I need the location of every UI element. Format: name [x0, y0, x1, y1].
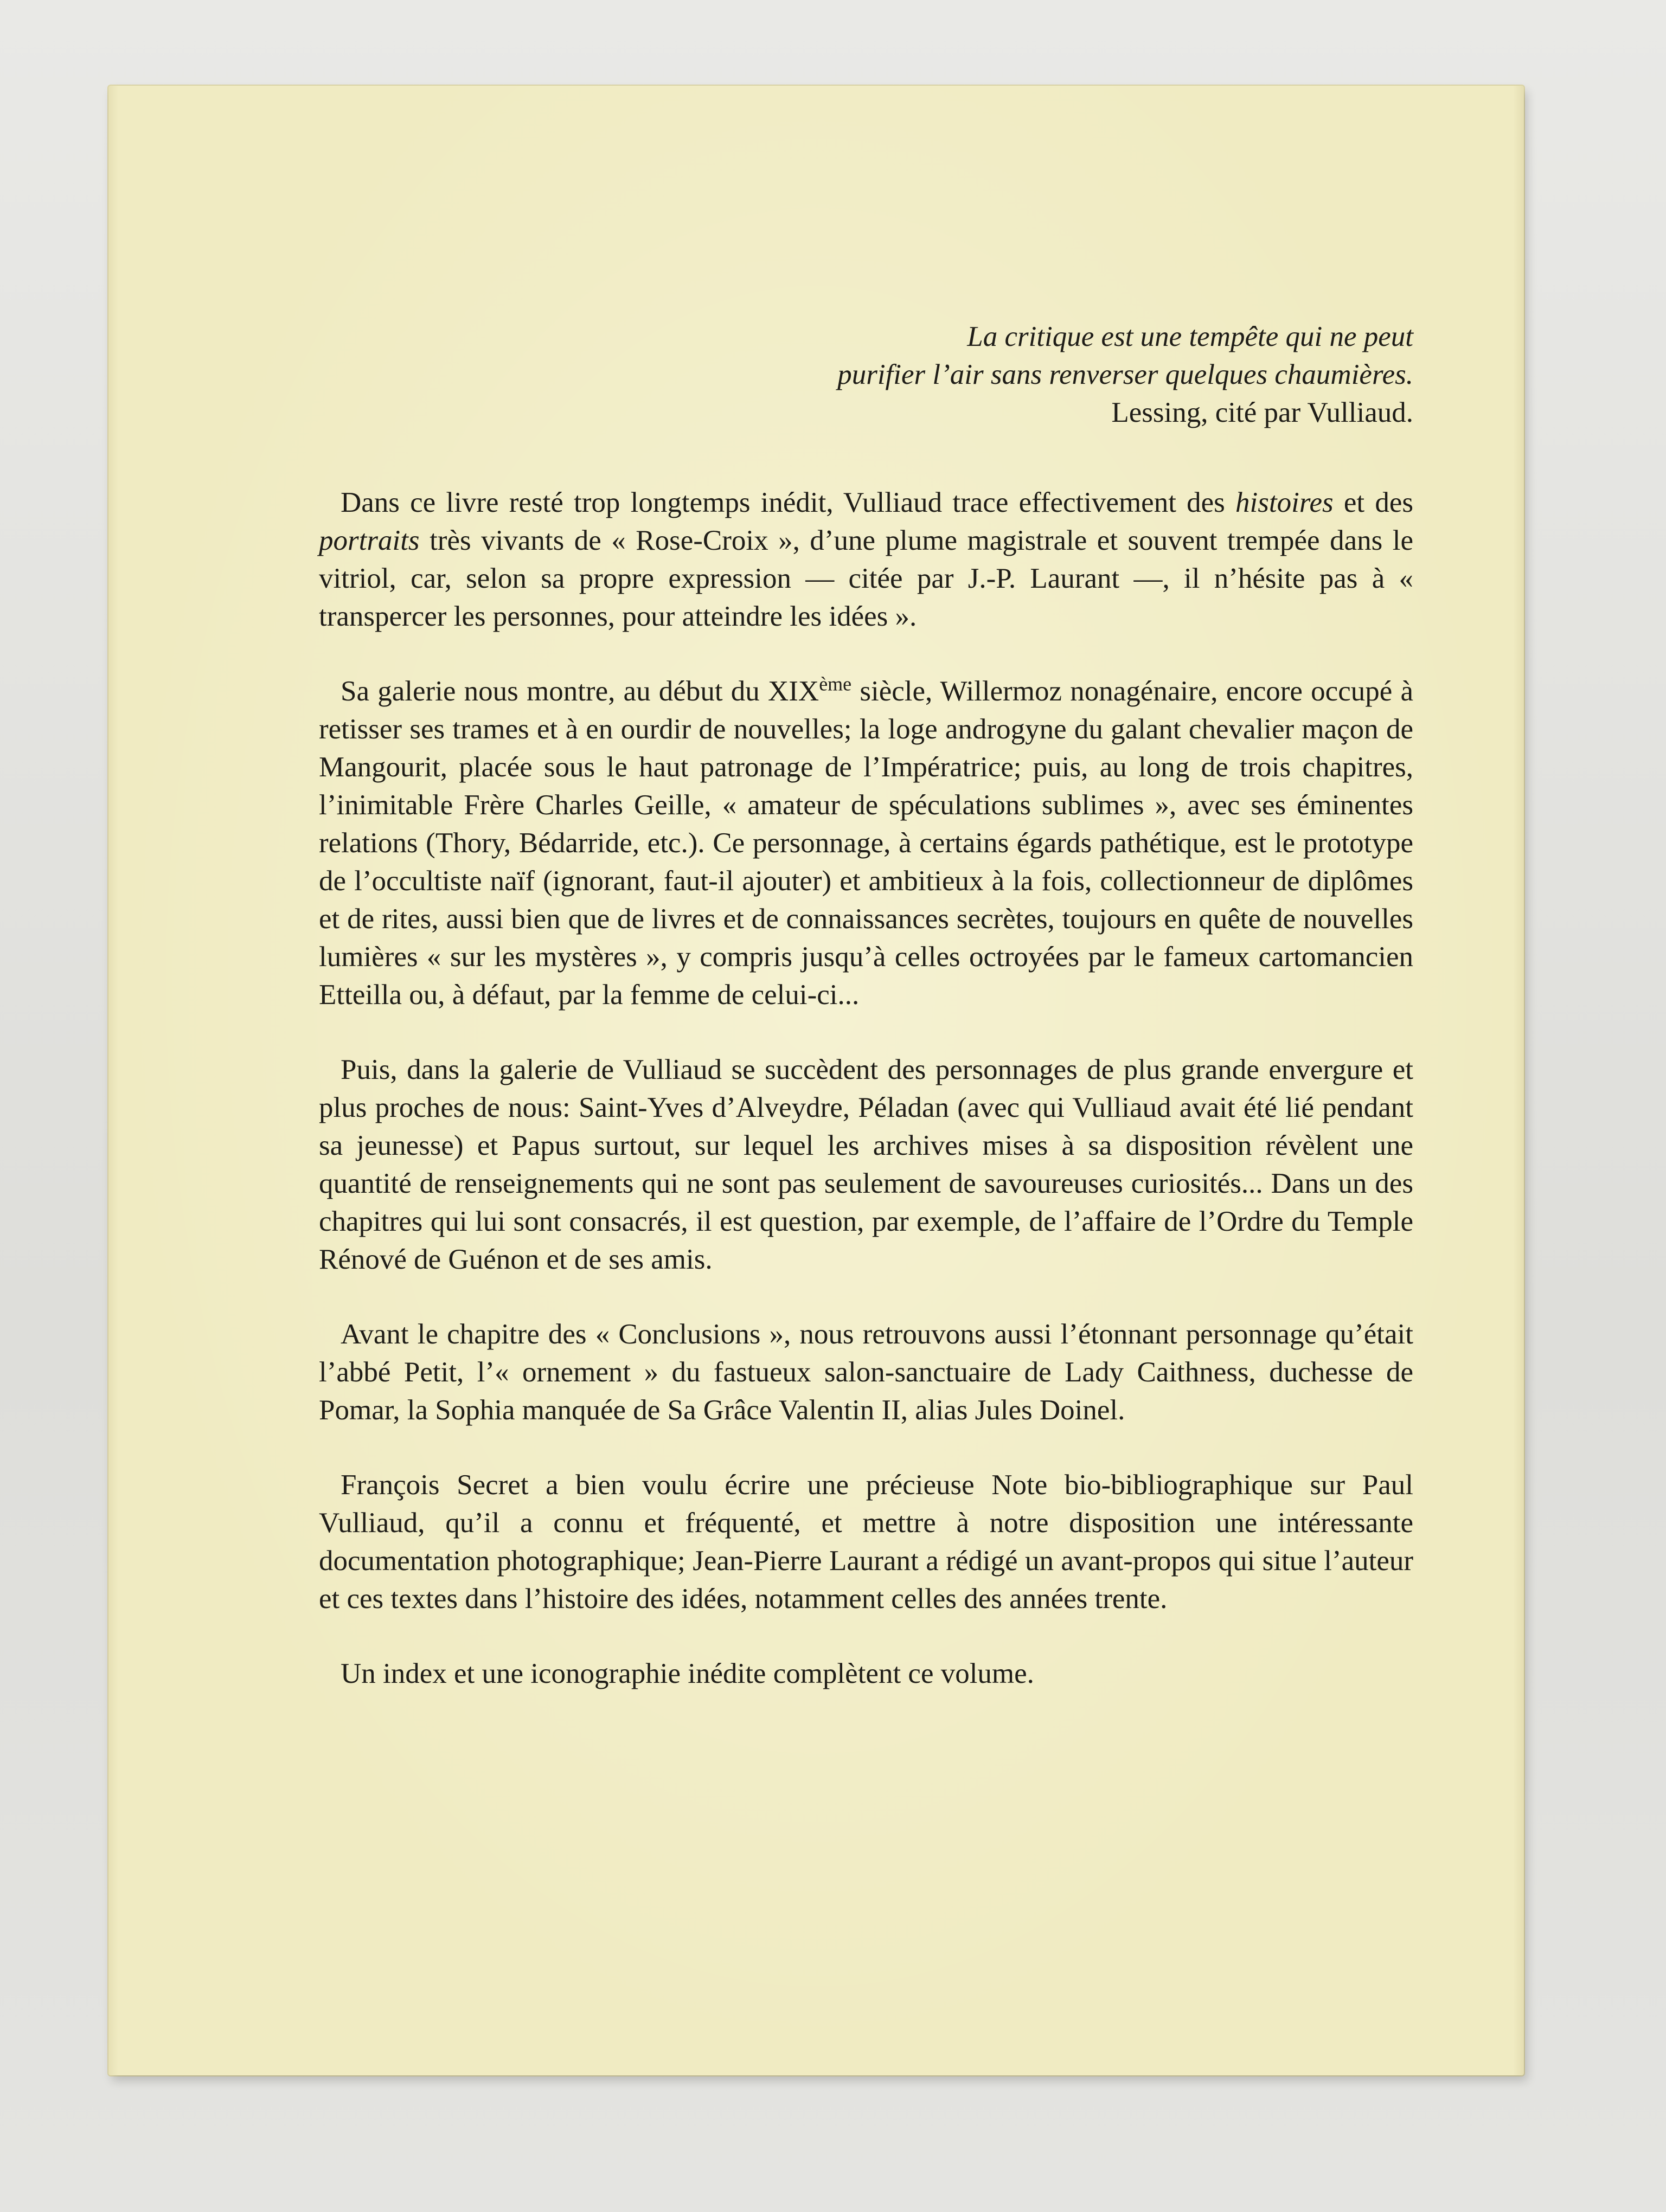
paragraph-galerie-part: Sa galerie nous montre, au début du XIX [341, 676, 819, 707]
paragraph-galerie-superscript: ème [819, 673, 852, 695]
paragraph-intro-italic-portraits: portraits [319, 525, 420, 556]
paragraph-intro-italic-histoires: histoires [1235, 487, 1334, 518]
paragraph-secret: François Secret a bien voulu écrire une précieuse Note bio-bibliographique sur Paul Vulliaud, qu’il a connu et fréquenté, et mettre à notre disposition une intéressante documentation photographique; Jean-Pierre Laurant a rédigé un avant-propos qui situe l’auteur et ces textes dans l’histoire des idées, notamment celles des années trente. [319, 1469, 1413, 1615]
epigraph [319, 318, 1413, 432]
cover-text-block [319, 139, 1413, 1693]
paragraph-intro-part: et des [1333, 487, 1413, 518]
paragraph-conclusions: Avant le chapitre des « Conclusions », nous retrouvons aussi l’étonnant personnage qu’était l’abbé Petit, l’« ornement » du fastueux salon-sanctuaire de Lady Caithness, duchesse de Pomar, la Sophia manquée de Sa Grâce Valentin II, alias Jules Doinel. [319, 1319, 1413, 1426]
paragraph-intro [319, 484, 1413, 635]
paragraph-index: Un index et une iconographie inédite complètent ce volume. [341, 1658, 1034, 1689]
paragraph-galerie-part: siècle, Willermoz nonagénaire, encore occupé à retisser ses trames et à en ourdir de nouvelles; la loge androgyne du galant chevalier maçon de Mangourit, placée sous le haut patronage de l’Impératrice; puis, au long de trois chapitres, l’inimitable Frère Charles Geille, « amateur de spéculations sublimes », avec ses éminentes relations (Thory, Bédarride, etc.). Ce personnage, à certains égards pathétique, est le prototype de l’occultiste naïf (ignorant, faut-il ajouter) et ambitieux à la fois, collectionneur de diplômes et de rites, aussi bien que de livres et de connaissances secrètes, toujours en quête de nouvelles lumières « sur les mystères », y compris jusqu’à celles octroyées par le fameux cartomancien Etteilla ou, à défaut, par la femme de celui-ci... [319, 676, 1413, 1011]
epigraph-attribution: Lessing, cité par Vulliaud. [1111, 397, 1413, 428]
paragraph-intro-part: Dans ce livre resté trop longtemps inédit, Vulliaud trace effectivement des [341, 487, 1236, 518]
paragraph-intro-part: très vivants de « Rose-Croix », d’une plume magistrale et souvent trempée dans le vitriol, car, selon sa propre expression — citée par J.-P. Laurant —, il n’hésite pas à « transpercer les personnes, pour atteindre les idées ». [319, 525, 1413, 632]
book-back-cover [108, 86, 1524, 2075]
epigraph-quote-line-2: purifier l’air sans renverser quelques chaumières. [837, 359, 1413, 390]
paragraph-personnages: Puis, dans la galerie de Vulliaud se succèdent des personnages de plus grande envergure et plus proches de nous: Saint-Yves d’Alveydre, Péladan (avec qui Vulliaud avait été lié pendant sa jeunesse) et Papus surtout, sur lequel les archives mises à sa disposition révèlent une quantité de renseignements qui ne sont pas seulement de savoureuses curiosités... Dans un des chapitres qui lui sont consacrés, il est question, par exemple, de l’affaire de l’Ordre du Temple Rénové de Guénon et de ses amis. [319, 1054, 1413, 1275]
epigraph-quote-line-1: La critique est une tempête qui ne peut [967, 321, 1413, 352]
paragraph-galerie [319, 672, 1413, 1014]
